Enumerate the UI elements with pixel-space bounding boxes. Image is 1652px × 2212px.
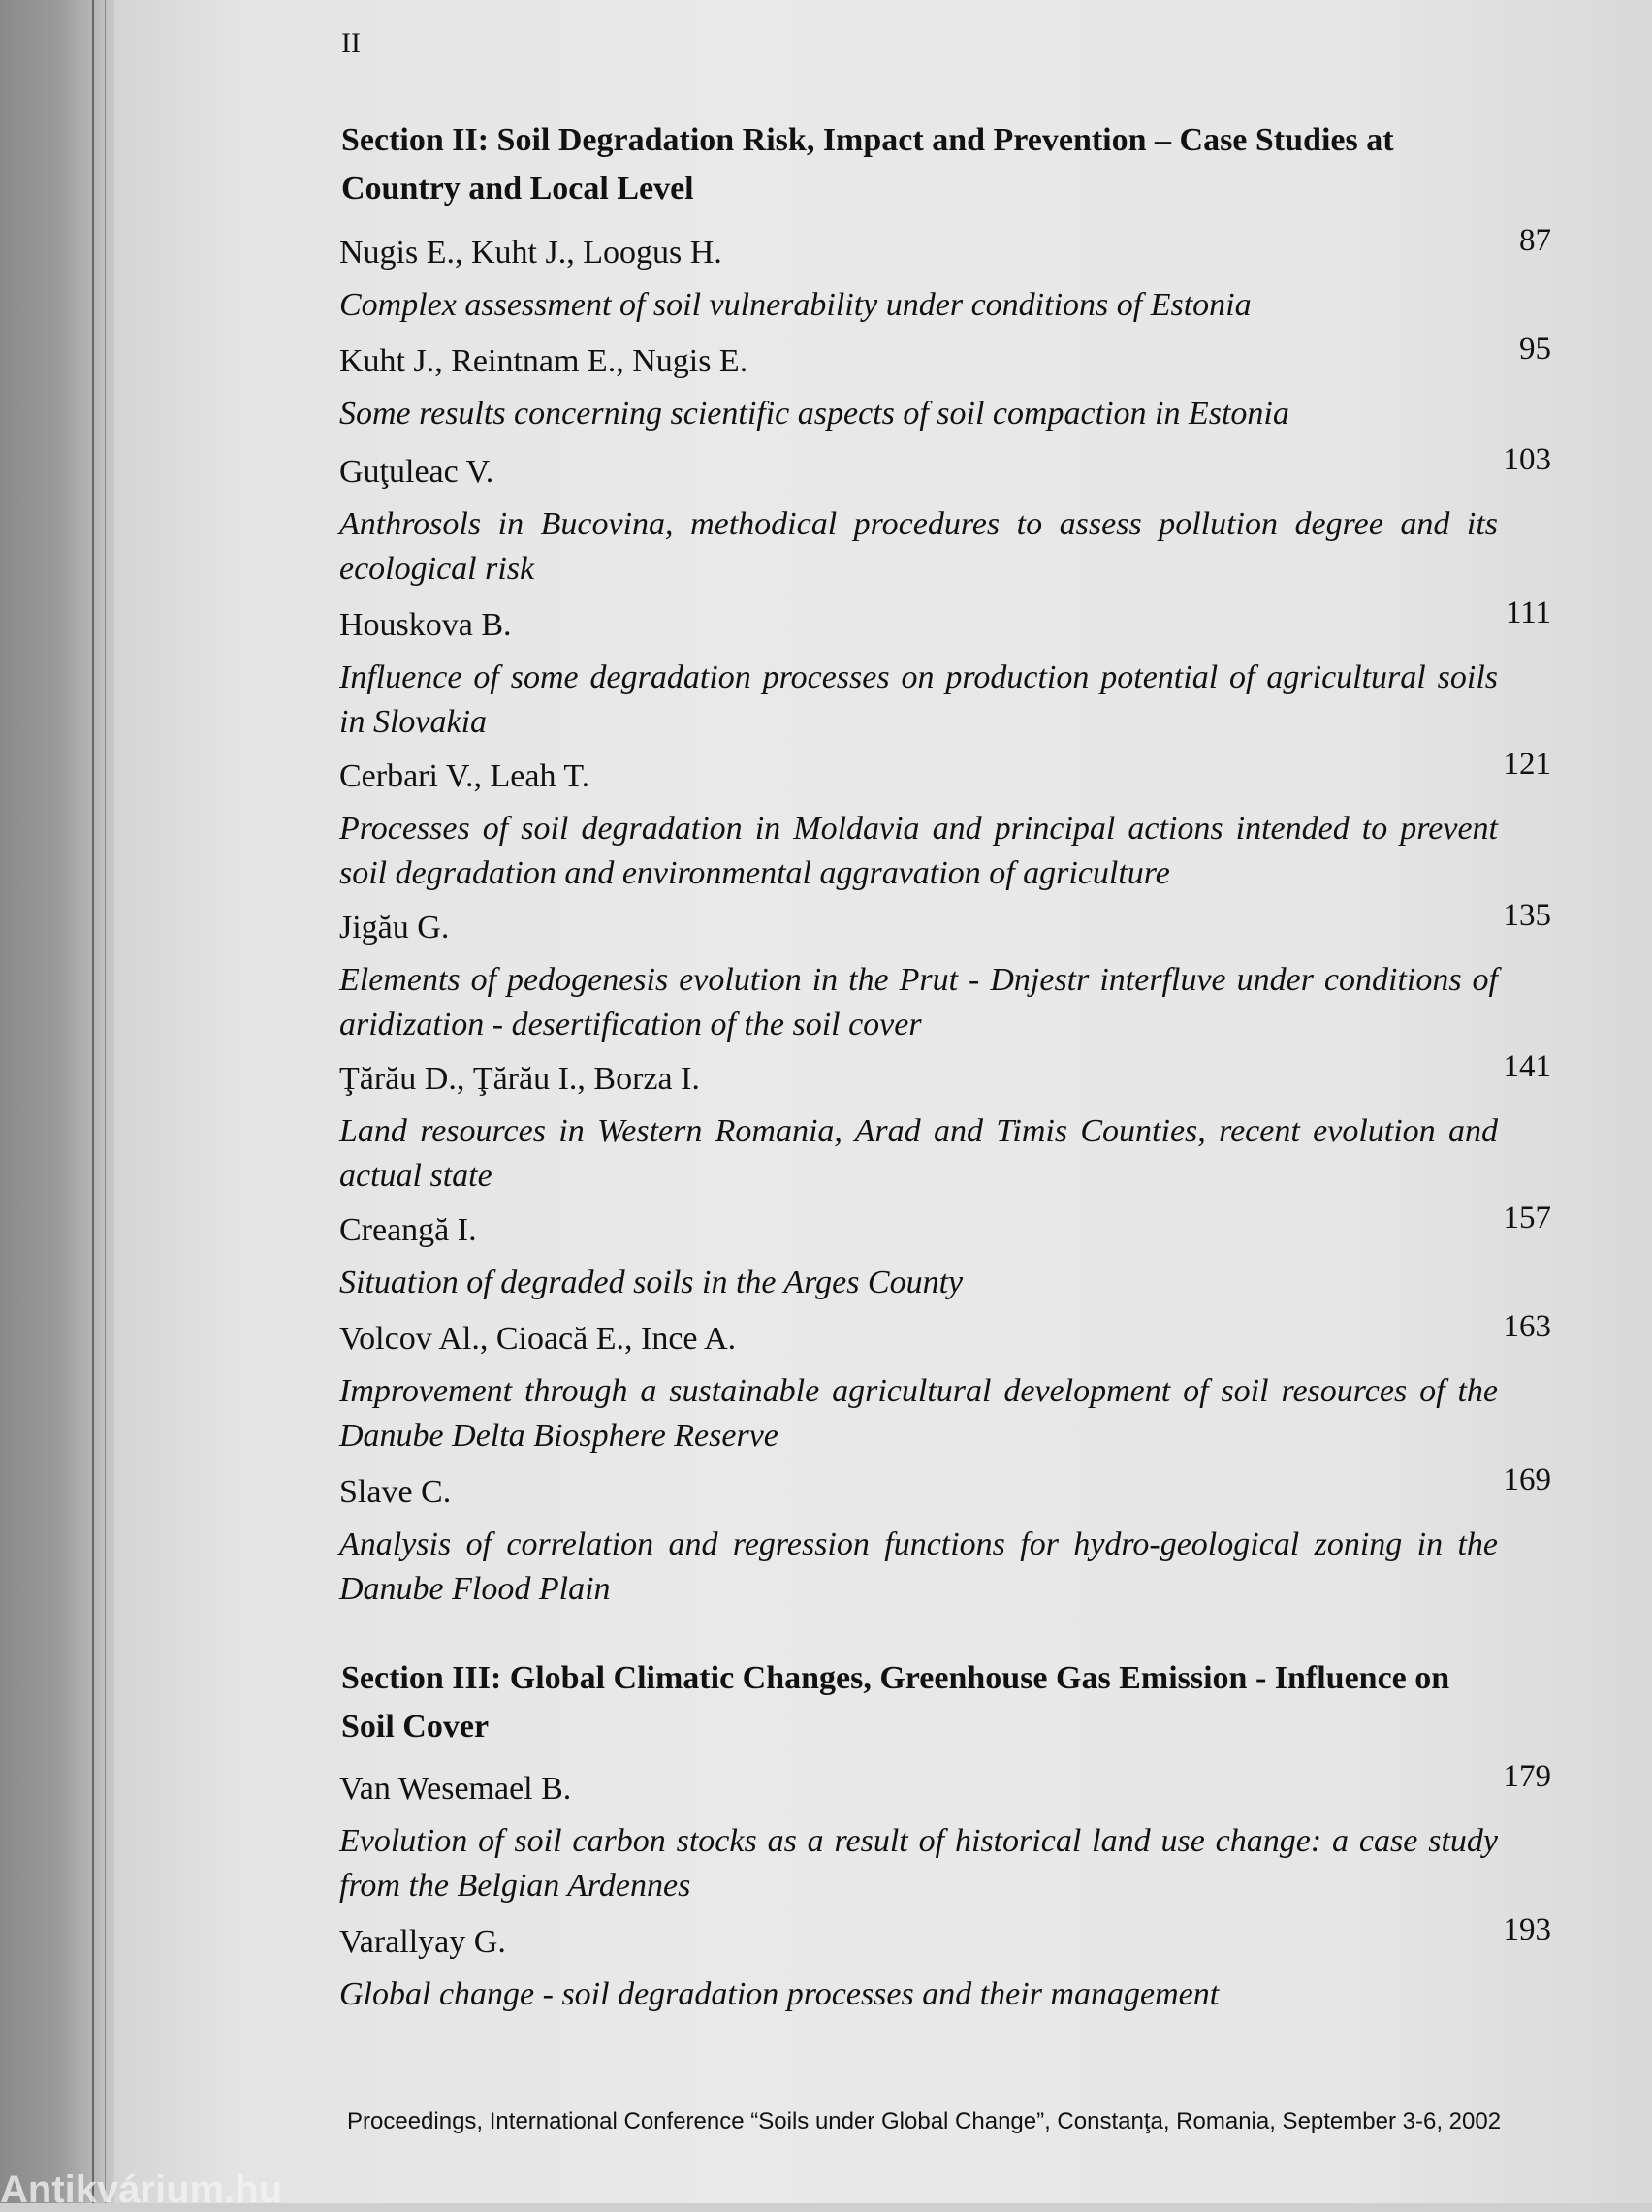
entry-title: Anthrosols in Bucovina, methodical procedures to assess pollution degree and its ecological risk	[339, 506, 1498, 587]
entry-authors: Slave C.	[339, 1474, 452, 1510]
entry-title: Global change - soil degradation processes and their management	[339, 1976, 1220, 2012]
entry-page-number: 179	[1503, 1759, 1551, 1794]
toc-entry	[339, 1759, 1551, 1908]
entry-page-number: 141	[1503, 1049, 1551, 1084]
entry-authors: Ţărău D., Ţărău I., Borza I.	[339, 1061, 700, 1097]
entry-page-number: 169	[1503, 1462, 1551, 1497]
entry-authors: Jigău G.	[339, 910, 450, 946]
toc-entry	[339, 898, 1551, 1047]
page-number: II	[341, 27, 361, 59]
spine-edge	[92, 0, 94, 2203]
entry-authors: Varallyay G.	[339, 1924, 506, 1960]
spine-edge	[105, 0, 106, 2203]
entry-title: Analysis of correlation and regression functions for hydro-geological zoning in the Danube Flood Plain	[339, 1526, 1498, 1607]
entry-title: Evolution of soil carbon stocks as a result of historical land use change: a case study from the Belgian Ardennes	[339, 1823, 1498, 1904]
entry-authors: Houskova B.	[339, 607, 512, 643]
entry-authors: Guţuleac V.	[339, 454, 494, 490]
watermark-text: Antikvárium.hu	[0, 2168, 283, 2211]
toc-entry	[339, 1912, 1551, 2017]
toc-entry	[339, 332, 1551, 436]
section-heading: Section II: Soil Degradation Risk, Impact and Prevention – Case Studies at Country and Local Level	[341, 122, 1394, 207]
entry-page-number: 103	[1503, 442, 1551, 477]
entry-page-number: 95	[1519, 332, 1551, 367]
entry-title: Improvement through a sustainable agricultural development of soil resources of the Danube Delta Biosphere Reserve	[339, 1373, 1498, 1454]
toc-entry	[339, 1462, 1551, 1612]
toc-entry	[339, 442, 1551, 592]
page-footer: Proceedings, International Conference “Soils under Global Change”, Constanţa, Romania, September 3-6, 2002	[347, 2108, 1502, 2134]
entry-title: Complex assessment of soil vulnerability under conditions of Estonia	[339, 287, 1252, 323]
toc-entry	[339, 595, 1551, 745]
entry-page-number: 111	[1505, 595, 1551, 630]
section-heading: Section III: Global Climatic Changes, Greenhouse Gas Emission - Influence on Soil Cover	[341, 1660, 1450, 1745]
toc-entry	[339, 223, 1551, 328]
entry-title: Land resources in Western Romania, Arad and Timis Counties, recent evolution and actual state	[339, 1113, 1498, 1194]
toc-entry	[339, 1309, 1551, 1459]
toc-entry	[339, 1049, 1551, 1199]
entry-title: Elements of pedogenesis evolution in the Prut - Dnjestr interfluve under conditions of aridization - desertification of the soil cover	[339, 962, 1498, 1042]
entry-title: Situation of degraded soils in the Arges County	[339, 1265, 964, 1300]
book-spine	[0, 0, 114, 2203]
entry-page-number: 157	[1503, 1201, 1551, 1235]
entry-page-number: 135	[1503, 898, 1551, 933]
entry-authors: Kuht J., Reintnam E., Nugis E.	[339, 343, 748, 379]
entry-authors: Nugis E., Kuht J., Loogus H.	[339, 235, 722, 271]
entry-authors: Cerbari V., Leah T.	[339, 758, 590, 794]
entry-page-number: 163	[1503, 1309, 1551, 1344]
entry-title: Some results concerning scientific aspects of soil compaction in Estonia	[339, 396, 1289, 432]
toc-entry	[339, 1201, 1551, 1305]
entry-page-number: 87	[1519, 223, 1551, 258]
entry-page-number: 121	[1503, 747, 1551, 782]
entry-page-number: 193	[1503, 1912, 1551, 1947]
entry-authors: Van Wesemael B.	[339, 1771, 572, 1807]
entry-authors: Creangă I.	[339, 1212, 477, 1248]
toc-entry	[339, 747, 1551, 896]
entry-authors: Volcov Al., Cioacă E., Ince A.	[339, 1321, 737, 1357]
entry-title: Processes of soil degradation in Moldavia and principal actions intended to prevent soil degradation and environmental aggravation of agriculture	[339, 811, 1498, 891]
entry-title: Influence of some degradation processes on production potential of agricultural soils in Slovakia	[339, 659, 1498, 740]
